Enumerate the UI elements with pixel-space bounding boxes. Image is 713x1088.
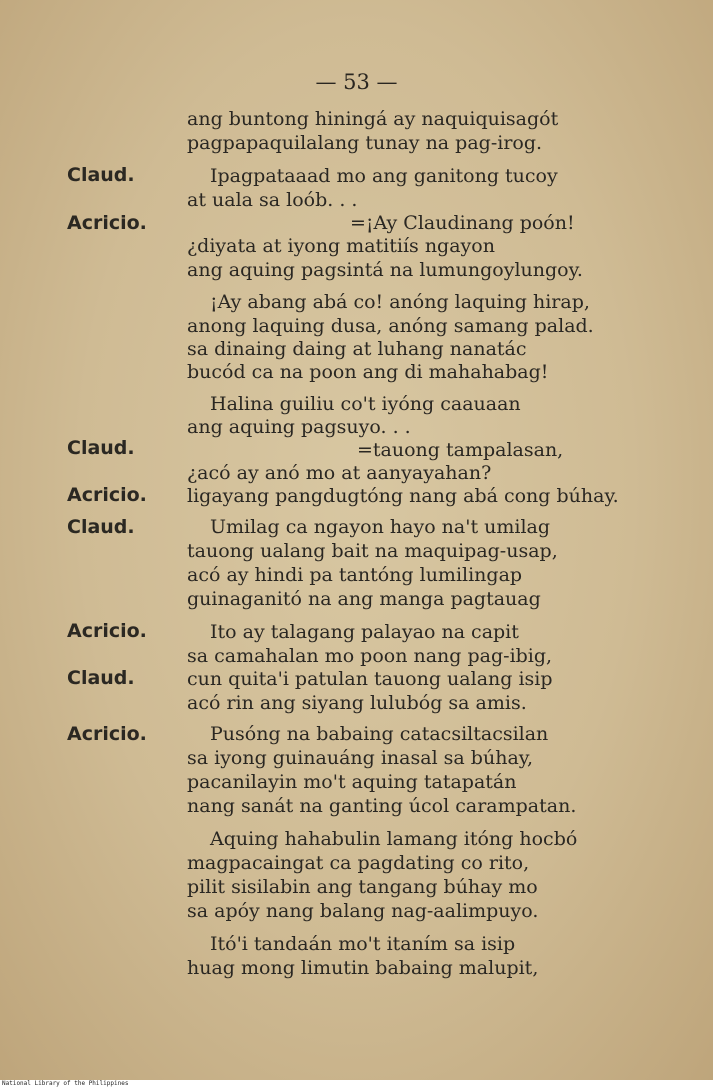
verse-line: pilit sisilabin ang tangang búhay mo	[187, 876, 538, 898]
verse-line: Pusóng na babaing catacsiltacsilan	[210, 723, 549, 745]
verse-line: cun quita'i patulan tauong ualang isip	[187, 668, 553, 690]
verse-line: pacanilayin mo't aquing tatapatán	[187, 771, 517, 793]
verse-line: Umilag ca ngayon hayo na't umilag	[210, 516, 551, 538]
verse-line: at uala sa loób. . .	[187, 189, 358, 211]
footer-credit: National Library of the Philippines	[2, 1080, 129, 1087]
verse-line: Ito ay talagang palayao na capit	[210, 621, 519, 643]
verse-line: =¡Ay Claudinang poón!	[350, 212, 575, 234]
verse-line: ¡Ay abang abá co! anóng laquing hirap,	[210, 291, 590, 313]
verse-line: ang buntong hiningá ay naquiquisagót	[187, 108, 559, 130]
verse-line: anong laquing dusa, anóng samang palad.	[187, 315, 594, 337]
verse-line: acó ay hindi pa tantóng lumilingap	[187, 564, 523, 586]
verse-line: sa iyong guinauáng inasal sa búhay,	[187, 747, 534, 769]
verse-line: magpacaingat ca pagdating co rito,	[187, 852, 530, 874]
verse-line: tauong ualang bait na maquipag-usap,	[187, 540, 558, 562]
verse-line: ang aquing pagsuyo. . .	[187, 416, 411, 438]
page-number: — 53 —	[315, 70, 398, 94]
verse-line: guinaganitó na ang manga pagtauag	[187, 588, 541, 610]
verse-line: =tauong tampalasan,	[357, 439, 564, 461]
verse-line: nang sanát na ganting úcol carampatan.	[187, 795, 577, 817]
verse-line: ligayang pangdugtóng nang abá cong búhay.	[187, 485, 619, 507]
verse-line: Halina guiliu co't iyóng caauaan	[210, 393, 521, 415]
speaker-label: Claud.	[67, 667, 135, 689]
verse-line: bucód ca na poon ang di mahahabag!	[187, 361, 549, 383]
verse-line: ¿acó ay anó mo at aanyayahan?	[187, 462, 492, 484]
verse-line: ang aquing pagsintá na lumungoylungoy.	[187, 259, 583, 281]
verse-line: pagpapaquilalang tunay na pag-irog.	[187, 132, 543, 154]
speaker-label: Claud.	[67, 516, 135, 538]
speaker-label: Acricio.	[67, 723, 147, 745]
speaker-label: Acricio.	[67, 620, 147, 642]
verse-line: ¿diyata at iyong matitiís ngayon	[187, 235, 495, 257]
speaker-label: Acricio.	[67, 212, 147, 234]
verse-line: huag mong limutin babaing malupit,	[187, 957, 539, 979]
verse-line: Itó'i tandaán mo't itaním sa isip	[210, 933, 516, 955]
speaker-label: Claud.	[67, 437, 135, 459]
speaker-label: Claud.	[67, 164, 135, 186]
verse-line: sa camahalan mo poon nang pag-ibig,	[187, 645, 553, 667]
verse-line: Ipagpataaad mo ang ganitong tucoy	[210, 165, 558, 187]
verse-line: sa apóy nang balang nag-aalimpuyo.	[187, 900, 539, 922]
verse-line: Aquing hahabulin lamang itóng hocbó	[210, 828, 578, 850]
speaker-label: Acricio.	[67, 484, 147, 506]
verse-line: sa dinaing daing at luhang nanatác	[187, 338, 527, 360]
verse-line: acó rin ang siyang lulubóg sa amis.	[187, 692, 527, 714]
